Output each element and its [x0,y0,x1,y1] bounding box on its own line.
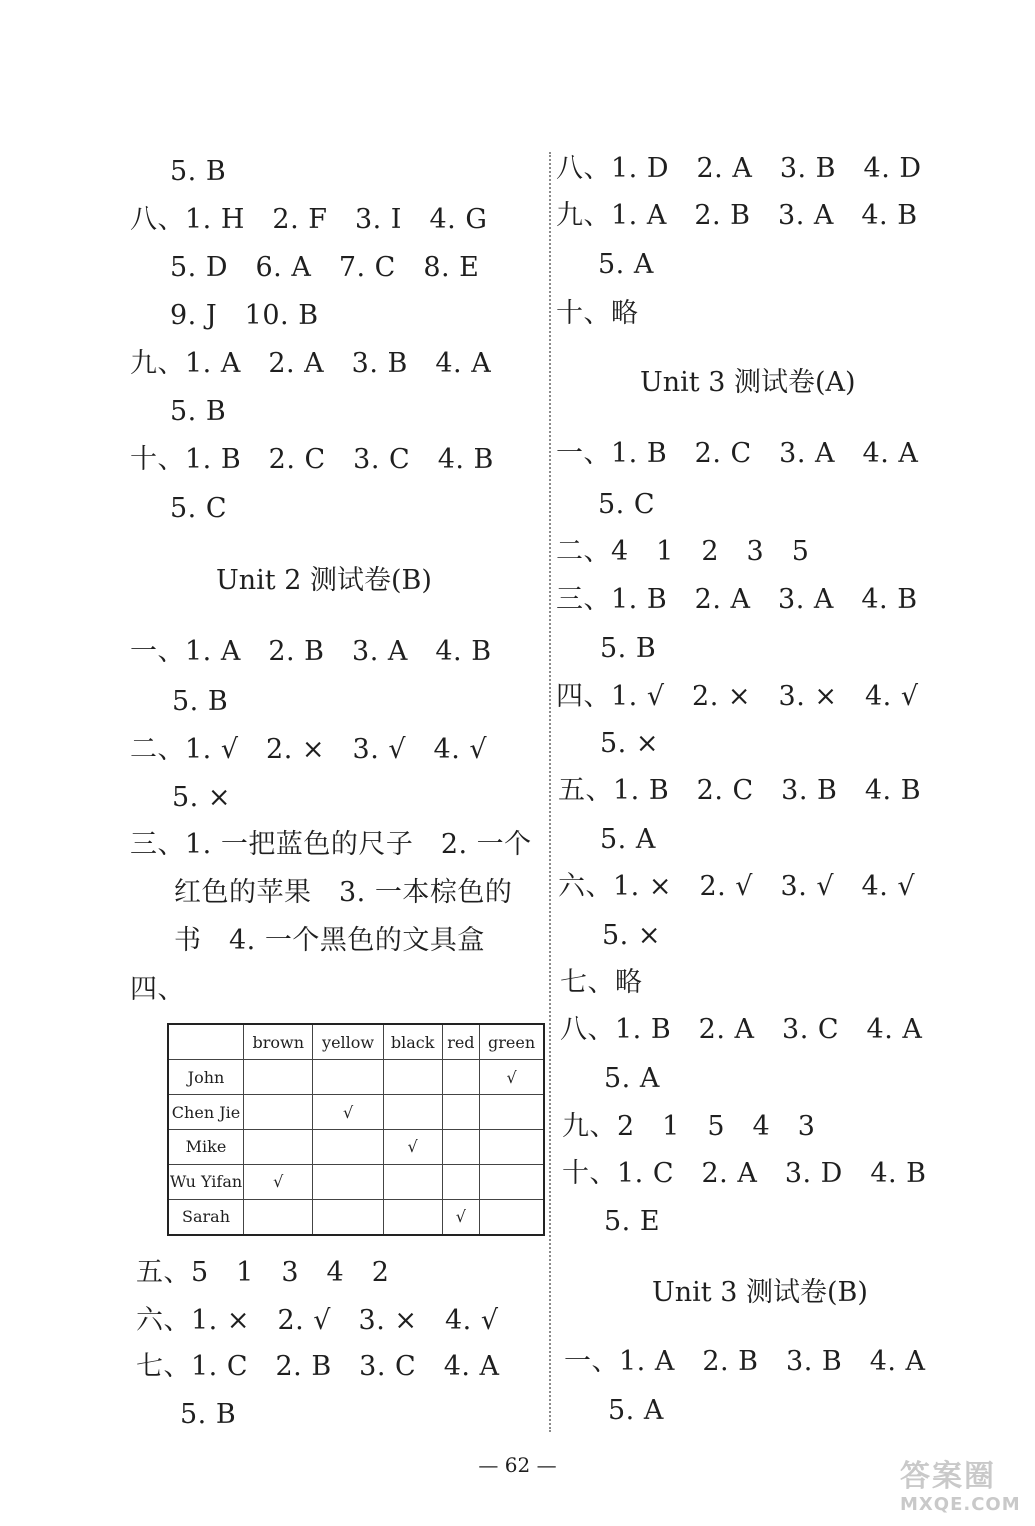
table-cell: √ [480,1060,544,1095]
answer-line: 九、1. A 2. A 3. B 4. A [130,348,492,379]
table-cell-name: Wu Yifan [168,1164,244,1199]
answer-line: 三、1. 一把蓝色的尺子 2. 一个 [130,829,532,860]
answer-line: 八、1. B 2. A 3. C 4. A [560,1014,923,1045]
answer-line: 二、4 1 2 3 5 [556,536,810,567]
table-header-cell: brown [244,1024,313,1060]
table-cell [480,1164,544,1199]
table-cell [442,1164,480,1199]
table-cell [244,1060,313,1095]
answer-line: 5. D 6. A 7. C 8. E [170,252,480,283]
table-cell: √ [383,1129,442,1164]
answer-line: 十、1. B 2. C 3. C 4. B [130,444,494,475]
answer-line: 5. C [170,493,228,524]
table-header-row [168,1024,544,1060]
table-cell [480,1129,544,1164]
answer-line: 5. E [604,1206,661,1237]
answer-line: 四、1. √ 2. × 3. × 4. √ [556,681,919,712]
answer-line: 一、1. A 2. B 3. B 4. A [564,1346,926,1377]
table-cell-name: Sarah [168,1199,244,1235]
answer-line: 八、1. D 2. A 3. B 4. D [556,153,922,184]
table-cell-name: John [168,1060,244,1095]
answer-line: 四、 [130,974,185,1005]
answer-line: 5. B [172,686,229,717]
section-heading: Unit 3 测试卷(A) [640,367,856,398]
table-cell: √ [313,1095,383,1130]
answer-line: 三、1. B 2. A 3. A 4. B [556,584,918,615]
section-heading: Unit 3 测试卷(B) [652,1277,868,1308]
table-cell [313,1199,383,1235]
answer-line: 5. × [172,782,231,813]
watermark-url: MXQE.COM [900,1494,1021,1515]
table-cell [313,1060,383,1095]
answer-line: 书 4. 一个黑色的文具盒 [174,925,485,956]
answer-line: 5. B [600,633,657,664]
table-header-cell: black [383,1024,442,1060]
table-cell [442,1060,480,1095]
table-cell [480,1199,544,1235]
table-cell [244,1199,313,1235]
answer-line: 5. A [608,1395,664,1426]
table-row [168,1060,544,1095]
table-cell [383,1095,442,1130]
answer-line: 六、1. × 2. √ 3. × 4. √ [136,1305,499,1336]
answer-line: 5. B [170,156,227,187]
table-header-cell [168,1024,244,1060]
answer-line: 9. J 10. B [170,300,319,331]
answer-line: 七、略 [560,967,643,998]
table-header-cell: yellow [313,1024,383,1060]
answer-line: 5. A [600,824,656,855]
table-row [168,1199,544,1235]
table-cell [244,1095,313,1130]
table-cell [442,1095,480,1130]
table-cell [383,1060,442,1095]
answer-line: 十、略 [556,298,639,329]
answer-line: 五、1. B 2. C 3. B 4. B [558,775,922,806]
table-cell [244,1129,313,1164]
table-cell [313,1164,383,1199]
table-cell [313,1129,383,1164]
table-row [168,1129,544,1164]
answer-line: 九、2 1 5 4 3 [562,1111,816,1142]
answer-line: 六、1. × 2. √ 3. √ 4. √ [558,871,916,902]
answer-line: 十、1. C 2. A 3. D 4. B [562,1158,927,1189]
table-cell: √ [442,1199,480,1235]
table-cell: √ [244,1164,313,1199]
answer-line: 红色的苹果 3. 一本棕色的 [174,877,513,908]
answer-line: 七、1. C 2. B 3. C 4. A [136,1351,500,1382]
answer-line: 5. C [598,489,656,520]
section-heading: Unit 2 测试卷(B) [216,565,432,596]
table-cell-name: Mike [168,1129,244,1164]
table-cell [383,1164,442,1199]
answer-line: 八、1. H 2. F 3. I 4. G [130,204,488,235]
answer-line: 5. × [600,728,659,759]
watermark-logo [900,1460,1025,1522]
table-cell [480,1095,544,1130]
answer-line: 5. B [170,396,227,427]
table-cell [442,1129,480,1164]
answer-line: 二、1. √ 2. × 3. √ 4. √ [130,734,488,765]
answer-line: 5. B [180,1399,237,1430]
watermark-text: 答案圈 [900,1459,996,1494]
table-cell [383,1199,442,1235]
answer-line: 一、1. A 2. B 3. A 4. B [130,636,492,667]
answer-line: 5. × [602,920,661,951]
table-row [168,1164,544,1199]
answer-line: 一、1. B 2. C 3. A 4. A [556,438,919,469]
table-row [168,1095,544,1130]
answer-line: 五、5 1 3 4 2 [136,1257,390,1288]
table-header-cell: green [480,1024,544,1060]
table-header-cell: red [442,1024,480,1060]
column-divider [549,152,551,1432]
page-number: — 62 — [478,1453,557,1477]
answer-line: 九、1. A 2. B 3. A 4. B [556,200,918,231]
answer-line: 5. A [598,249,654,280]
answer-line: 5. A [604,1063,660,1094]
color-answer-table [167,1023,545,1236]
table-cell-name: Chen Jie [168,1095,244,1130]
